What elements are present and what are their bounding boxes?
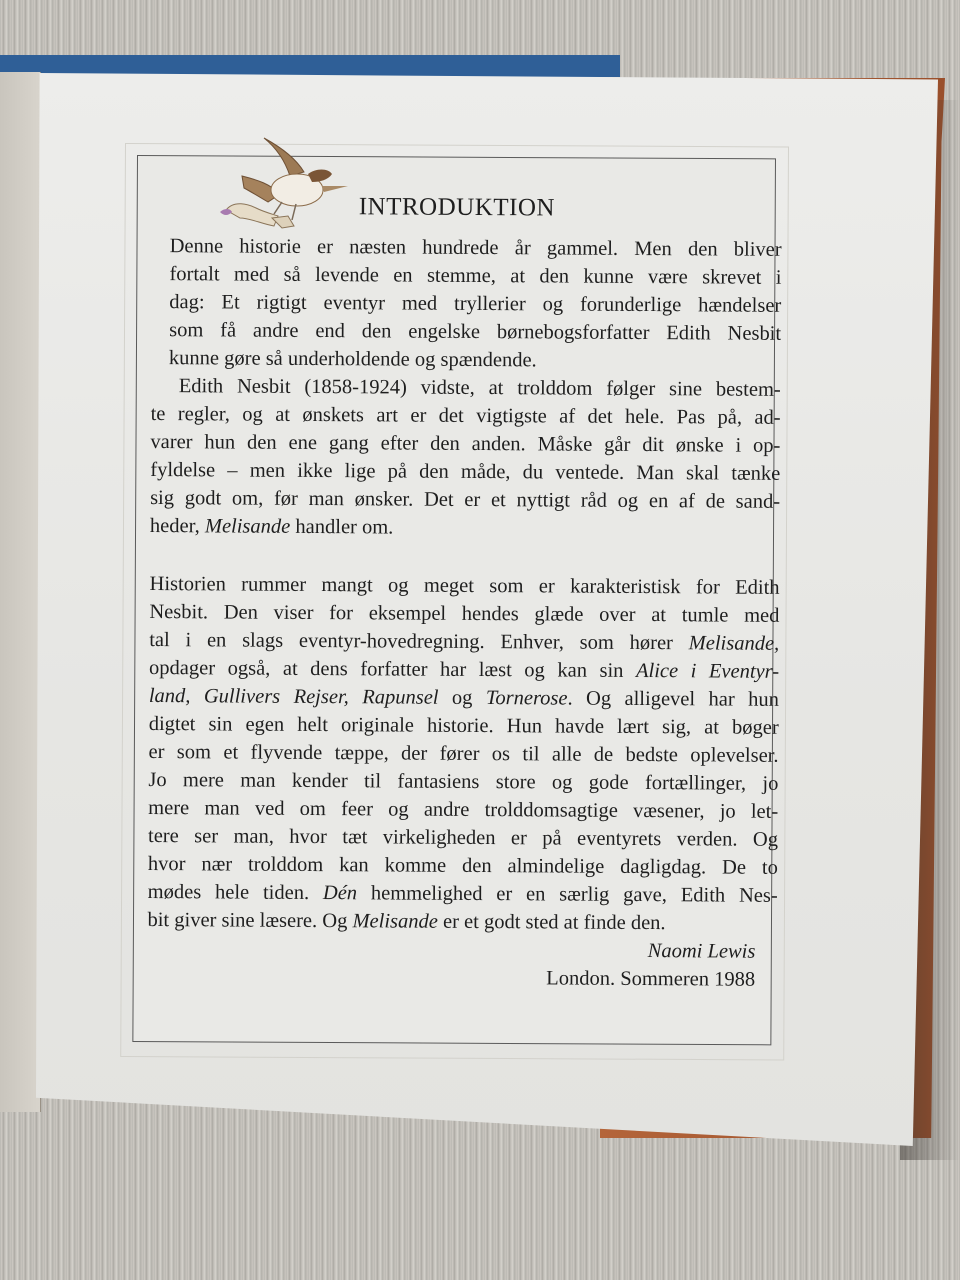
text-line: hvor nær trolddom kan komme den almindelige dagligdag. De to: [147, 852, 778, 879]
text-line: [150, 512, 780, 544]
text-span: heder,: [149, 514, 205, 538]
book-title-italic: Alice i Eventyr-: [635, 659, 780, 683]
page-title: INTRODUKTION: [358, 193, 556, 222]
text-line: kunne gøre så underholdende og spændende.: [168, 347, 537, 372]
paragraph-2: [150, 372, 781, 544]
text-line: Edith Nesbit (1858-1924) vidste, at trolddom følger sine bestem-: [178, 375, 781, 401]
text-line: fortalt med så levende en stemme, at den kunne være skrevet i: [169, 263, 782, 289]
text-span: . Og alligevel har hun: [567, 687, 779, 711]
paragraph-3: [147, 570, 779, 938]
text-line: [149, 682, 779, 714]
text-line: er som et flyvende tæppe, der fører os til alle de bedste oplevelser.: [148, 740, 779, 767]
text-span: handler om.: [290, 515, 394, 539]
place-date: London. Sommeren 1988: [546, 967, 756, 991]
text-span: og: [438, 686, 486, 710]
text-span: mødes hele tiden.: [147, 880, 323, 905]
text-line: Historien rummer mangt og meget som er karakteristisk for Edith: [149, 572, 780, 599]
emphasis-italic: Dén: [322, 882, 358, 905]
text-line: Denne historie er næsten hundrede år gammel. Men den bliver: [169, 235, 782, 261]
text-line: som få andre end den engelske børnebogsforfatter Edith Nesbit: [169, 319, 782, 345]
text-line: te regler, og at ønskets art er det vigtigste af det hele. Pas på, ad-: [150, 402, 781, 429]
text-span: hemmelighed er en særlig gave, Edith Nes-: [357, 882, 778, 907]
book-title-italic: Melisande,: [688, 632, 780, 655]
text-line: digtet sin egen helt originale historie. Hun havde lært sig, at bøger: [148, 712, 779, 739]
text-span: opdager også, at dens forfatter har læst og kan sin: [149, 656, 637, 682]
left-page-edge: [0, 72, 41, 1112]
book-title-italic: Tornerose: [485, 687, 568, 710]
text-line: fyldelse – men ikke lige på den måde, du ventede. Man skal tænke: [150, 458, 781, 485]
text-line: [149, 654, 779, 686]
text-span: bit giver sine læsere. Og: [147, 908, 353, 933]
text-line: varer hun den ene gang efter den anden. Måske går dit ønske i op-: [150, 430, 781, 457]
text-line: tere ser man, hvor tæt virkeligheden er på eventyrets verden. Og: [147, 824, 779, 851]
text-line: [149, 626, 779, 658]
book-title-italic: land, Gullivers Rejser, Rapunsel: [148, 684, 439, 709]
text-line: [148, 878, 778, 910]
text-line: Jo mere man kender til fantasiens store og gode fortællinger, jo: [148, 768, 779, 795]
book-title-italic: Melisande: [352, 910, 438, 933]
book-title-italic: Melisande: [204, 515, 291, 538]
text-span: tal i en slags eventyr-hovedregning. Enhver, som hører: [149, 628, 689, 655]
introduction-text: [147, 188, 782, 994]
signature-block: [147, 934, 777, 994]
text-line: Nesbit. Den viser for eksempel hendes glæde over at tumle med: [149, 600, 780, 627]
text-line: dag: Et rigtigt eventyr med tryllerier og forunderlige hændelser: [169, 291, 782, 317]
text-line: [147, 906, 777, 938]
paragraph-1: [151, 232, 782, 376]
text-line: mere man ved om feer og andre trolddomsagtige væsener, jo let-: [148, 796, 779, 823]
text-line: sig godt om, før man ønsker. Det er et nyttigt råd og en af de sand-: [150, 486, 781, 513]
text-span: er et godt sted at finde den.: [437, 910, 666, 935]
author-name: Naomi Lewis: [647, 940, 756, 963]
